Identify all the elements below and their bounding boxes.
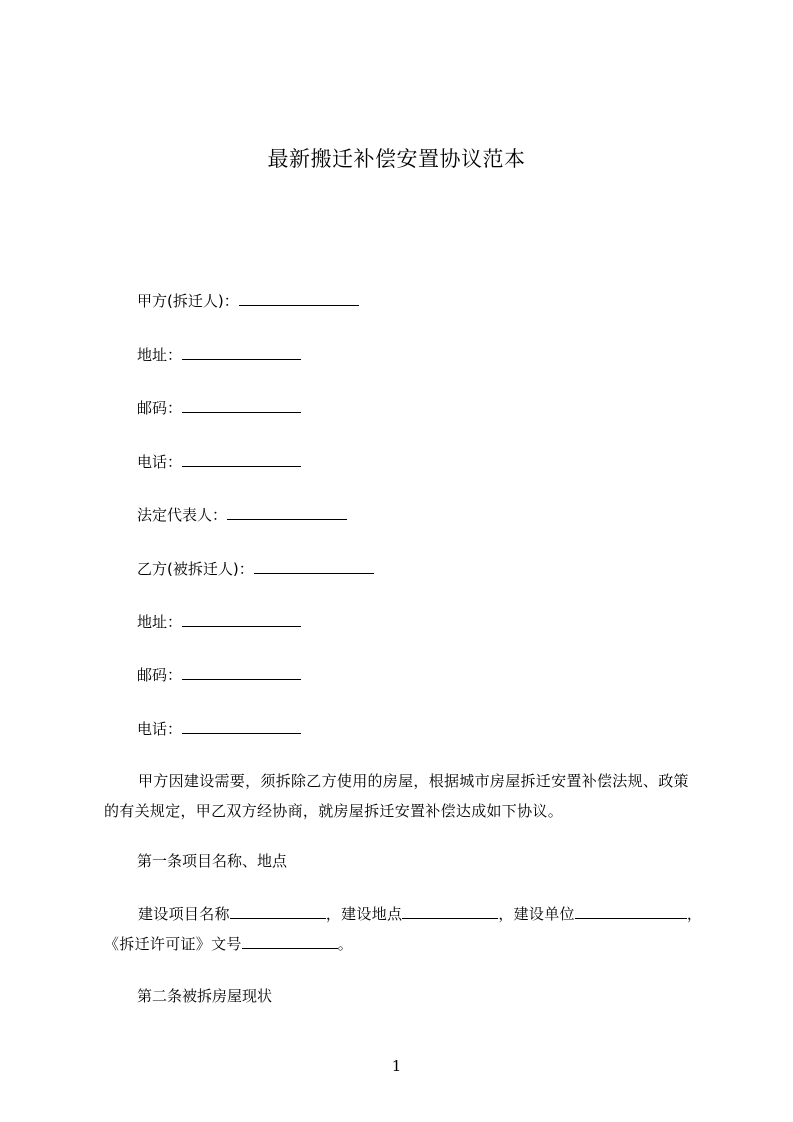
blank-line xyxy=(242,935,338,949)
field-party-a xyxy=(137,292,359,310)
field-label: 法定代表人： xyxy=(137,506,228,524)
field-label: 电话： xyxy=(137,453,183,471)
blank-line xyxy=(575,905,679,919)
blank-line xyxy=(182,666,301,680)
article-1-text: ，建设单位 xyxy=(498,905,575,923)
article-1-text: ，建设地点 xyxy=(325,905,403,923)
field-label: 邮码： xyxy=(137,399,183,417)
field-party-b-postcode xyxy=(137,666,301,684)
blank-line xyxy=(182,720,301,734)
field-label: 电话： xyxy=(137,720,183,738)
field-label: 乙方(被拆迁人)： xyxy=(137,560,254,578)
blank-line xyxy=(182,346,301,360)
field-party-a-address xyxy=(137,346,301,364)
blank-line xyxy=(254,560,374,574)
article-1-text: ，《拆迁许可证》文号 xyxy=(104,905,703,953)
field-party-b-phone xyxy=(137,720,301,738)
page-number: 1 xyxy=(391,1057,402,1075)
blank-line xyxy=(182,613,301,627)
blank-line xyxy=(230,905,326,919)
field-label: 地址： xyxy=(137,346,183,364)
field-party-a-phone xyxy=(137,453,301,471)
blank-line xyxy=(679,905,687,919)
field-label: 甲方(拆迁人)： xyxy=(137,292,239,310)
document-title: 最新搬迁补偿安置协议范本 xyxy=(267,147,526,171)
field-legal-representative xyxy=(137,506,347,524)
article-1-heading: 第一条项目名称、地点 xyxy=(137,852,288,870)
field-party-b-address xyxy=(137,613,301,631)
blank-line xyxy=(182,453,301,467)
blank-line xyxy=(227,506,347,520)
article-2-heading: 第二条被拆房屋现状 xyxy=(137,987,273,1005)
blank-line xyxy=(402,905,498,919)
blank-line xyxy=(182,399,301,413)
field-party-a-postcode xyxy=(137,399,301,417)
intro-paragraph: 甲方因建设需要，须拆除乙方使用的房屋，根据城市房屋拆迁安置补偿法规、政策的有关规定，甲乙双方经协商，就房屋拆迁安置补偿达成如下协议。 xyxy=(104,772,689,820)
field-label: 地址： xyxy=(137,613,183,631)
article-1-text: 。 xyxy=(337,935,354,953)
field-label: 邮码： xyxy=(137,666,183,684)
article-1-body xyxy=(104,899,704,959)
blank-line xyxy=(239,292,359,306)
article-1-text: 建设项目名称 xyxy=(138,905,230,923)
field-party-b xyxy=(137,560,374,578)
